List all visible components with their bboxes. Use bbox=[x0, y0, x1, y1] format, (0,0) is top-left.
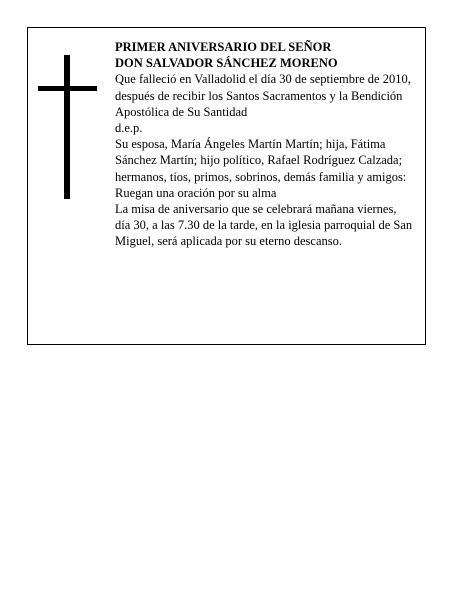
notice-heading-line2: DON SALVADOR SÁNCHEZ MORENO bbox=[115, 56, 338, 71]
notice-heading-line1: PRIMER ANIVERSARIO DEL SEÑOR bbox=[115, 40, 332, 54]
cross-icon bbox=[38, 55, 98, 199]
cross-horizontal-bar bbox=[38, 86, 97, 91]
obituary-notice bbox=[27, 27, 426, 345]
notice-paragraph-dep: d.e.p. bbox=[115, 121, 143, 136]
cross-vertical-bar bbox=[64, 55, 70, 199]
notice-paragraph-prayer: Ruegan una oración por su alma bbox=[115, 185, 277, 200]
notice-paragraph-death: Que falleció en Valladolid el día 30 de septiembre de 2010, después de recibir los Santos Sacramentos y la Bendición Apostólica de Su Santidad bbox=[115, 72, 411, 119]
notice-paragraph-mass: La misa de aniversario que se celebrará mañana viernes, día 30, a las 7.30 de la tarde, en la iglesia parroquial de San Miguel, será aplicada por su eterno descanso. bbox=[115, 202, 413, 249]
notice-text bbox=[115, 39, 413, 250]
notice-paragraph-family: Su esposa, María Ángeles Martín Martín; hija, Fátima Sánchez Martín; hijo político, Rafael Rodríguez Calzada; hermanos, tíos, primos, sobrinos, demás familia y amigos: bbox=[115, 137, 407, 184]
